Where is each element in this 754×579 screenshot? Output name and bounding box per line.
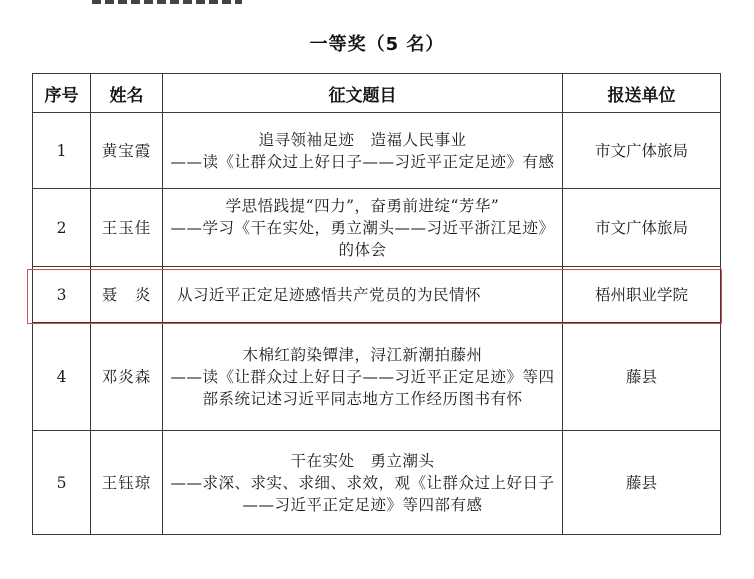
award-title: 一等奖（5 名） bbox=[309, 34, 445, 55]
row-essay-title: 木棉红韵染镡津，浔江新潮拍藤州 ——读《让群众过上好日子——习近平正定足迹》等四部系统记述习近平同志地方工作经历图书有怀 bbox=[163, 323, 563, 431]
table-row bbox=[33, 267, 721, 323]
row-no: 3 bbox=[33, 267, 91, 323]
row-essay-title: 干在实处 勇立潮头 ——求深、求实、求细、求效，观《让群众过上好日子——习近平正定足迹》等四部有感 bbox=[163, 431, 563, 535]
header-no: 序号 bbox=[33, 74, 91, 113]
row-name: 邓炎森 bbox=[91, 323, 163, 431]
row-no: 1 bbox=[33, 113, 91, 189]
table-row bbox=[33, 431, 721, 535]
row-unit: 藤县 bbox=[563, 323, 721, 431]
table-row bbox=[33, 113, 721, 189]
header-unit: 报送单位 bbox=[563, 74, 721, 113]
row-essay-title: 学思悟践提“四力”，奋勇前进绽“芳华” ——学习《干在实处，勇立潮头——习近平浙江足迹》的体会 bbox=[163, 189, 563, 267]
header-name: 姓名 bbox=[91, 74, 163, 113]
header-row bbox=[33, 74, 721, 113]
row-name: 王玉佳 bbox=[91, 189, 163, 267]
row-essay-title: 从习近平正定足迹感悟共产党员的为民情怀 bbox=[163, 267, 563, 323]
row-name: 王钰琼 bbox=[91, 431, 163, 535]
row-unit: 市文广体旅局 bbox=[563, 113, 721, 189]
header-essay-title: 征文题目 bbox=[163, 74, 563, 113]
row-unit: 藤县 bbox=[563, 431, 721, 535]
row-no: 5 bbox=[33, 431, 91, 535]
table-row bbox=[33, 189, 721, 267]
row-unit: 市文广体旅局 bbox=[563, 189, 721, 267]
row-unit: 梧州职业学院 bbox=[563, 267, 721, 323]
row-name: 聂 炎 bbox=[91, 267, 163, 323]
table-row bbox=[33, 323, 721, 431]
row-no: 2 bbox=[33, 189, 91, 267]
row-name: 黄宝霞 bbox=[91, 113, 163, 189]
row-essay-title: 追寻领袖足迹 造福人民事业 ——读《让群众过上好日子——习近平正定足迹》有感 bbox=[163, 113, 563, 189]
awards-table bbox=[32, 73, 721, 535]
cropped-text-fragment bbox=[92, 0, 242, 4]
row-no: 4 bbox=[33, 323, 91, 431]
